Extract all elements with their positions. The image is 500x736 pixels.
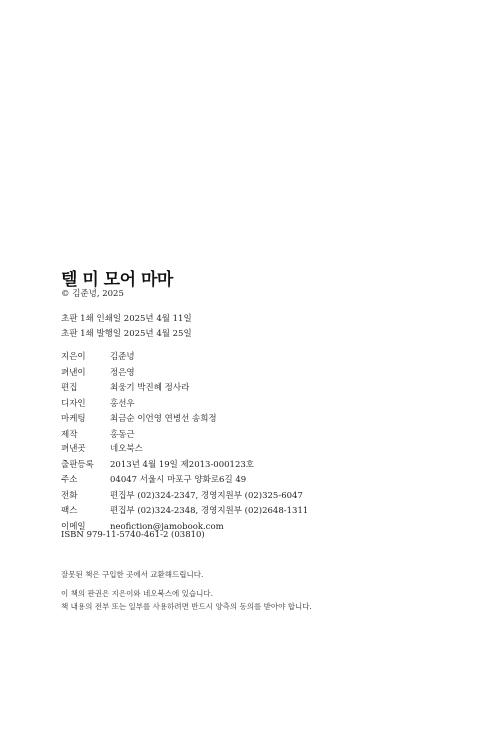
publisher-row xyxy=(61,504,308,520)
first-publish-date: 초판 1쇄 발행일 2025년 4월 25일 xyxy=(61,329,192,339)
credit-value: 최금순 이언영 연병선 송희정 xyxy=(110,414,217,424)
credits-list xyxy=(61,350,217,443)
notice-exchange: 잘못된 책은 구입한 곳에서 교환해드립니다. xyxy=(61,570,204,579)
credit-row xyxy=(61,428,217,444)
credit-value: 홍동근 xyxy=(110,429,135,440)
credit-value: 정은영 xyxy=(110,367,135,378)
credit-row xyxy=(61,412,217,428)
credit-row xyxy=(61,366,217,382)
book-title: 텔 미 모어 마마 xyxy=(61,270,173,290)
notice-permission: 책 내용의 전부 또는 일부를 사용하려면 반드시 양측의 동의를 받아야 합니다. xyxy=(61,602,312,611)
publisher-label: 주소 xyxy=(61,475,78,485)
publisher-email: neofiction@jamobook.com xyxy=(110,521,224,532)
credit-label: 제작 xyxy=(61,429,78,440)
publisher-value: 네오북스 xyxy=(110,444,143,454)
publisher-row xyxy=(61,489,308,505)
edition-dates xyxy=(61,312,192,342)
publisher-label: 팩스 xyxy=(61,506,78,516)
publisher-value: 편집부 (02)324-2348, 경영지원부 (02)2648-1311 xyxy=(110,506,309,516)
publisher-info xyxy=(61,442,308,535)
credit-value: 홍선우 xyxy=(110,398,135,409)
credit-label: 마케팅 xyxy=(61,414,86,424)
publisher-label: 출판등록 xyxy=(61,459,94,470)
publisher-row xyxy=(61,442,308,458)
credit-label: 펴낸이 xyxy=(61,367,86,378)
notice-rights: 이 책의 판권은 지은이와 네오북스에 있습니다. xyxy=(61,588,213,598)
credit-value: 김준녕 xyxy=(110,352,135,362)
isbn-line: ISBN 979-11-5740-461-2 (03810) xyxy=(61,530,205,540)
publisher-label: 펴낸곳 xyxy=(61,444,86,454)
publisher-value: 04047 서울시 마포구 양화로6길 49 xyxy=(110,475,247,485)
credit-row xyxy=(61,350,217,366)
credit-row xyxy=(61,397,217,413)
credit-label: 편집 xyxy=(61,383,78,393)
credit-value: 최웅기 박진혜 정사라 xyxy=(110,383,190,393)
credit-label: 디자인 xyxy=(61,398,86,409)
publisher-value: 편집부 (02)324-2347, 경영지원부 (02)325-6047 xyxy=(110,490,303,501)
notices xyxy=(61,568,312,614)
copyright-line: © 김준녕, 2025 xyxy=(61,289,124,299)
publisher-label: 이메일 xyxy=(61,521,86,532)
publisher-label: 전화 xyxy=(61,490,78,501)
credit-label: 지은이 xyxy=(61,352,86,362)
publisher-row xyxy=(61,473,308,489)
publisher-value: 2013년 4월 19일 제2013-000123호 xyxy=(110,459,254,470)
first-print-date: 초판 1쇄 인쇄일 2025년 4월 11일 xyxy=(61,314,192,324)
credit-row xyxy=(61,381,217,397)
publisher-row xyxy=(61,458,308,474)
